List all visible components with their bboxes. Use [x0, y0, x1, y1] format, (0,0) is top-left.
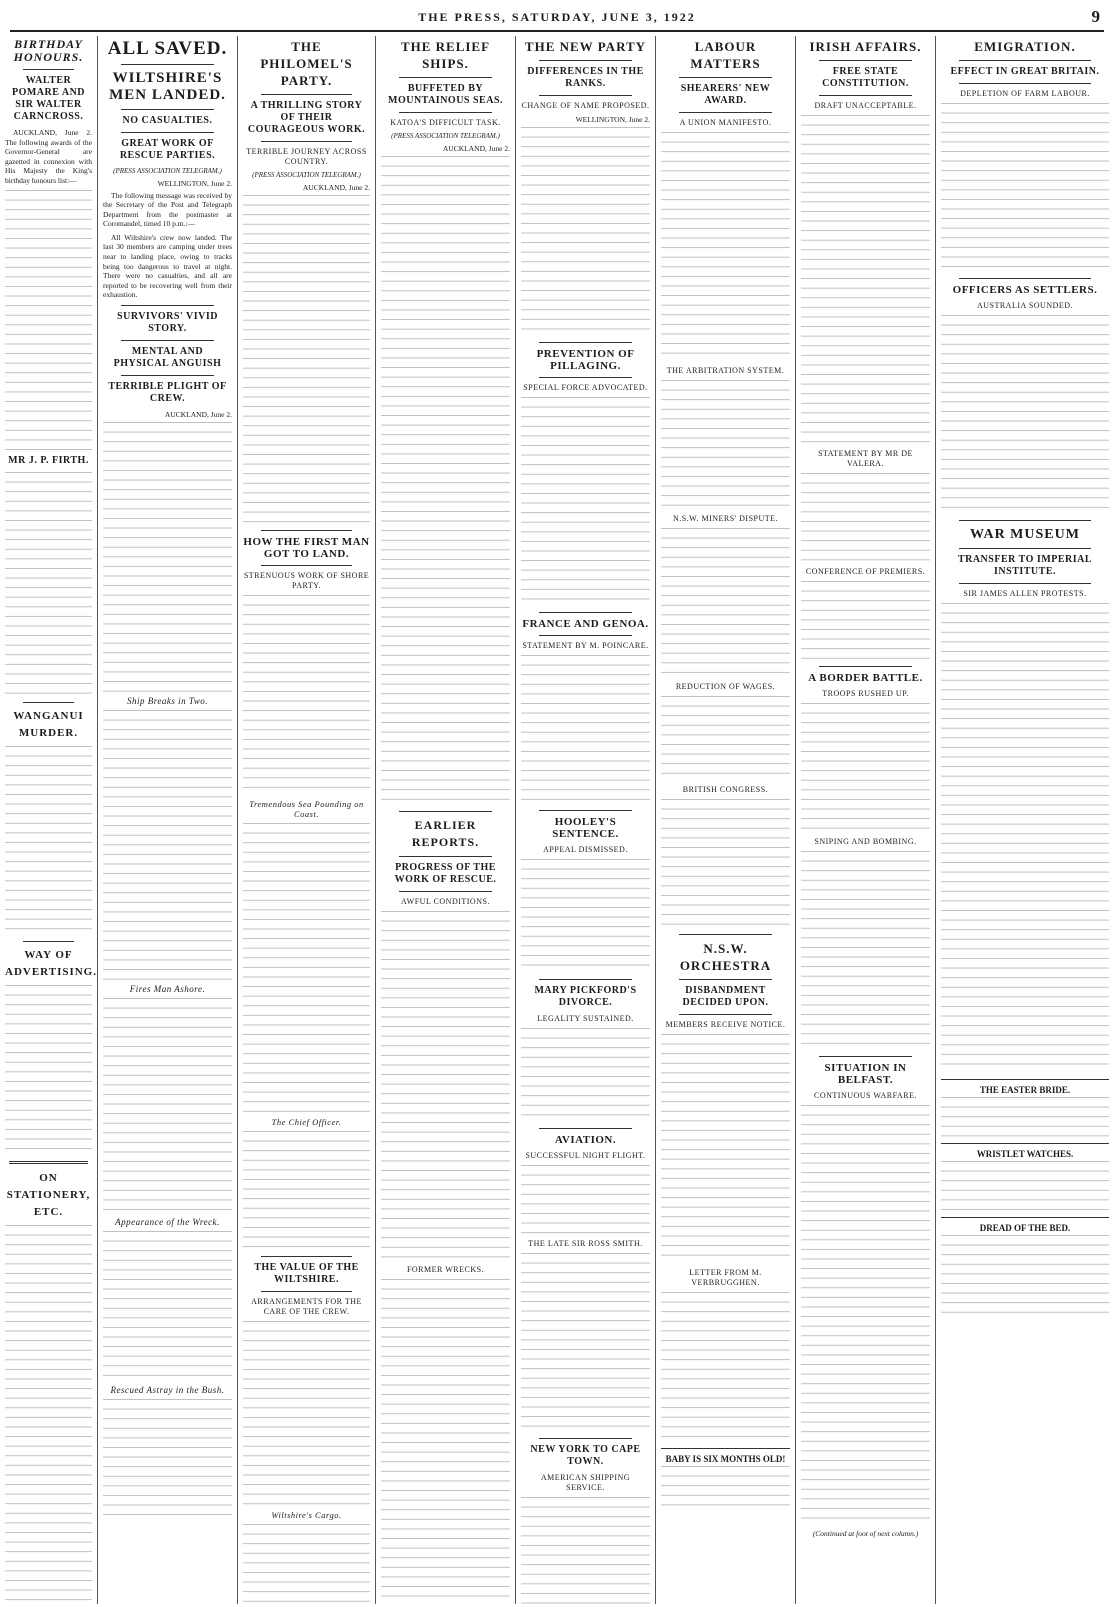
dateline: AUCKLAND, June 2. — [442, 144, 510, 153]
labour-heading: LABOUR MATTERS — [690, 39, 761, 71]
firth-subhead: MR J. P. FIRTH. — [8, 454, 89, 466]
continued-note: (Continued at foot of next column.) — [812, 1529, 919, 1538]
value-wiltshire-heading: THE VALUE OF THE WILTSHIRE. — [254, 1261, 359, 1285]
arrangements-text — [243, 1321, 370, 1506]
new-york-heading: NEW YORK TO CAPE TOWN. — [530, 1443, 641, 1467]
birthday-honours-heading: BIRTHDAY HONOURS. — [13, 37, 84, 64]
warfare-heading: CONTINUOUS WARFARE. — [814, 1091, 917, 1100]
hooley-text — [521, 859, 650, 974]
chief-officer-heading: The Chief Officer. — [271, 1116, 342, 1127]
journey-heading: TERRIBLE JOURNEY ACROSS COUNTRY. — [246, 147, 367, 166]
column-irish-affairs — [796, 36, 936, 1604]
transfer-heading: TRANSFER TO IMPERIAL INSTITUTE. — [957, 554, 1093, 577]
belfast-heading: SITUATION IN BELFAST. — [824, 1062, 907, 1086]
divider — [819, 95, 912, 96]
france-genoa-heading: FRANCE AND GENOA. — [522, 617, 649, 630]
divider — [959, 60, 1091, 61]
members-notice-heading: MEMBERS RECEIVE NOTICE. — [665, 1020, 786, 1029]
column-relief-ships — [376, 36, 516, 1604]
divider — [539, 60, 632, 61]
divider — [959, 83, 1091, 84]
terrible-plight-heading: TERRIBLE PLIGHT OF CREW. — [108, 381, 227, 405]
divider — [399, 891, 492, 892]
message-paragraph: The following message was received by the Secretary of the Post and Telegraph Department from the postmaster at Coromandel, timed 10 p.m.:— — [103, 190, 232, 229]
progress-heading: PROGRESS OF THE WORK OF RESCUE. — [394, 861, 497, 885]
ship-breaks-heading: Ship Breaks in Two. — [127, 695, 208, 706]
dread-bed-title: DREAD OF THE BED. — [979, 1223, 1071, 1233]
former-wrecks-text — [381, 1279, 510, 1599]
australia-heading: AUSTRALIA SOUNDED. — [976, 301, 1074, 310]
divider — [959, 583, 1091, 584]
appearance-heading: Appearance of the Wreck. — [115, 1216, 220, 1227]
divider — [539, 979, 632, 980]
no-casualties-heading: NO CASUALTIES. — [122, 115, 213, 126]
arbitration-text — [661, 380, 790, 510]
newspaper-title: THE PRESS, SATURDAY, JUNE 3, 1922 — [418, 10, 696, 24]
wiltshire-men-heading: WILTSHIRE'S MEN LANDED. — [109, 70, 226, 103]
buffeted-heading: BUFFETED BY MOUNTAINOUS SEAS. — [388, 83, 503, 106]
divider — [679, 77, 772, 78]
former-wrecks-heading: FORMER WRECKS. — [406, 1264, 485, 1274]
arrangements-heading: ARRANGEMENTS FOR THE CARE OF THE CREW. — [251, 1296, 362, 1316]
baby-ad-text — [661, 1466, 790, 1506]
premiers-heading: CONFERENCE OF PREMIERS. — [805, 567, 926, 576]
dateline: WELLINGTON, June 2. — [157, 179, 232, 188]
verbrugghen-heading: LETTER FROM M. VERBRUGGHEN. — [689, 1268, 762, 1287]
divider — [121, 132, 214, 133]
divider — [23, 941, 74, 942]
masthead — [10, 4, 1104, 32]
honours-text — [5, 190, 92, 450]
divider — [9, 1161, 88, 1164]
dateline: WELLINGTON, June 2. — [575, 115, 650, 124]
divider — [261, 530, 352, 531]
press-association-credit: (PRESS ASSOCIATION TELEGRAM.) — [391, 132, 500, 140]
sea-pounding-heading: Tremendous Sea Pounding on Coast. — [249, 798, 364, 819]
divider — [261, 1256, 352, 1257]
fires-text — [103, 998, 232, 1213]
poincare-heading: STATEMENT BY M. POINCARE. — [522, 640, 649, 650]
relief-ships-heading: THE RELIEF SHIPS. — [400, 39, 491, 71]
divider — [539, 377, 632, 378]
awful-conditions-heading: AWFUL CONDITIONS. — [401, 896, 490, 906]
appearance-text — [103, 1231, 232, 1381]
dateline: AUCKLAND, June 2. — [302, 183, 370, 192]
appeal-heading: APPEAL DISMISSED. — [543, 844, 628, 854]
rescued-text — [103, 1399, 232, 1519]
divider — [121, 305, 214, 306]
divider — [261, 1291, 352, 1292]
katoa-heading: KATOA'S DIFFICULT TASK. — [390, 118, 501, 127]
miners-text — [661, 528, 790, 678]
column-all-saved — [98, 36, 238, 1604]
depletion-heading: DEPLETION OF FARM LABOUR. — [960, 89, 1090, 98]
rescued-heading: Rescued Astray in the Bush. — [110, 1384, 225, 1395]
orchestra-heading: N.S.W. ORCHESTRA — [679, 941, 772, 973]
ross-smith-text — [521, 1253, 650, 1433]
sea-pounding-text — [243, 823, 370, 1113]
cargo-heading: Wiltshire's Cargo. — [271, 1509, 342, 1520]
aviation-heading: AVIATION. — [554, 1133, 617, 1146]
differences-heading: DIFFERENCES IN THE RANKS. — [527, 66, 644, 89]
legality-heading: LEGALITY SUSTAINED. — [537, 1013, 634, 1023]
shipping-service-heading: AMERICAN SHIPPING SERVICE. — [540, 1472, 631, 1492]
divider — [819, 60, 912, 61]
divider — [819, 1056, 912, 1057]
ship-breaks-text — [103, 710, 232, 980]
de-valera-text — [801, 473, 930, 563]
pillaging-heading: PREVENTION OF PILLAGING. — [536, 347, 635, 372]
arbitration-heading: THE ARBITRATION SYSTEM. — [666, 366, 785, 375]
change-name-heading: CHANGE OF NAME PROPOSED. — [521, 101, 650, 110]
earlier-reports-text — [381, 911, 510, 1261]
divider — [121, 340, 214, 341]
advertising-heading: WAY OF ADVERTISING. — [5, 948, 97, 978]
column-philomel — [238, 36, 376, 1604]
ross-smith-heading: THE LATE SIR ROSS SMITH. — [528, 1238, 643, 1248]
divider — [261, 94, 352, 95]
divider — [539, 95, 632, 96]
firth-text — [5, 472, 92, 697]
war-museum-heading: WAR MUSEUM — [970, 527, 1080, 542]
press-association-credit: (PRESS ASSOCIATION TELEGRAM.) — [252, 171, 361, 179]
shore-party-text — [243, 595, 370, 795]
anguish-heading: MENTAL AND PHYSICAL ANGUISH — [113, 346, 222, 370]
divider — [23, 702, 74, 703]
troops-heading: TROOPS RUSHED UP. — [822, 689, 909, 698]
dread-bed-advertisement — [941, 1217, 1109, 1315]
wristlet-title: WRISTLET WATCHES. — [976, 1149, 1074, 1159]
settlers-text — [941, 315, 1109, 515]
philomel-text — [243, 195, 370, 525]
divider — [539, 1438, 632, 1439]
belfast-text — [801, 1105, 930, 1525]
congress-text — [661, 799, 790, 929]
manifesto-heading: A UNION MANIFESTO. — [679, 118, 772, 127]
fires-heading: Fires Man Ashore. — [129, 983, 206, 994]
disbandment-heading: DISBANDMENT DECIDED UPON. — [682, 985, 769, 1008]
divider — [23, 69, 74, 70]
manifesto-text — [661, 132, 790, 362]
border-battle-text — [801, 703, 930, 833]
poincare-text — [521, 655, 650, 805]
war-museum-text — [941, 603, 1109, 1073]
cargo-text — [243, 1524, 370, 1605]
divider — [679, 1014, 772, 1015]
border-battle-heading: A BORDER BATTLE. — [808, 672, 923, 684]
wristlet-text — [941, 1161, 1109, 1211]
divider — [679, 112, 772, 113]
baby-advertisement — [661, 1448, 790, 1506]
divider — [539, 1128, 632, 1129]
column-emigration — [936, 36, 1114, 1604]
emigration-heading: EMIGRATION. — [974, 39, 1076, 54]
shore-party-heading: STRENUOUS WORK OF SHORE PARTY. — [243, 570, 370, 590]
divider — [539, 342, 632, 343]
congress-heading: BRITISH CONGRESS. — [682, 785, 769, 794]
divider — [121, 64, 214, 65]
easter-bride-title: THE EASTER BRIDE. — [979, 1085, 1071, 1095]
premiers-text — [801, 581, 930, 661]
night-flight-heading: SUCCESSFUL NIGHT FLIGHT. — [525, 1150, 646, 1160]
first-man-heading: HOW THE FIRST MAN GOT TO LAND. — [243, 535, 370, 560]
dateline: AUCKLAND, June 2. — [164, 410, 232, 420]
divider — [539, 810, 632, 811]
settlers-heading: OFFICERS AS SETTLERS. — [952, 284, 1098, 296]
shearers-heading: SHEARERS' NEW AWARD. — [680, 83, 771, 106]
sniping-heading: SNIPING AND BOMBING. — [814, 837, 917, 846]
divider — [679, 979, 772, 980]
divider — [399, 811, 492, 812]
free-state-heading: FREE STATE CONSTITUTION. — [822, 66, 909, 89]
column-new-party — [516, 36, 656, 1604]
allen-protests-heading: SIR JAMES ALLEN PROTESTS. — [963, 589, 1087, 598]
divider — [539, 612, 632, 613]
new-york-text — [521, 1497, 650, 1605]
easter-bride-advertisement — [941, 1079, 1109, 1137]
relief-ships-text — [381, 156, 510, 806]
dread-bed-text — [941, 1235, 1109, 1315]
hooley-heading: HOOLEY'S SENTENCE. — [552, 815, 619, 840]
de-valera-heading: STATEMENT BY MR DE VALERA. — [818, 449, 913, 468]
honours-subhead: WALTER POMARE AND SIR WALTER CARNCROSS. — [11, 75, 86, 122]
vivid-story-heading: SURVIVORS' VIVID STORY. — [117, 311, 218, 335]
sniping-text — [801, 851, 930, 1051]
divider — [959, 520, 1091, 521]
all-saved-heading: ALL SAVED. — [107, 38, 228, 59]
divider — [121, 109, 214, 110]
new-party-heading: THE NEW PARTY — [524, 39, 647, 54]
plight-text — [103, 422, 232, 692]
pickford-heading: MARY PICKFORD'S DIVORCE. — [534, 984, 637, 1008]
divider — [399, 112, 492, 113]
draft-heading: DRAFT UNACCEPTABLE. — [814, 101, 917, 110]
divider — [121, 375, 214, 376]
divider — [399, 77, 492, 78]
verbrugghen-text — [661, 1292, 790, 1442]
divider — [399, 856, 492, 857]
miners-heading: N.S.W. MINERS' DISPUTE. — [672, 514, 779, 523]
page-number: 9 — [1091, 7, 1100, 26]
emigration-text — [941, 103, 1109, 273]
wanganui-heading: WANGANUI MURDER. — [13, 709, 84, 739]
press-association-credit: (PRESS ASSOCIATION TELEGRAM.) — [113, 167, 222, 175]
divider — [261, 141, 352, 142]
stationery-text — [5, 1225, 92, 1604]
easter-bride-text — [941, 1097, 1109, 1137]
honours-body: AUCKLAND, June 2. The following awards of the Governor-General are gazetted in connexion with His Majesty the King's birthday honours list:— — [5, 128, 92, 185]
column-labour — [656, 36, 796, 1604]
special-force-heading: SPECIAL FORCE ADVOCATED. — [523, 382, 648, 392]
wanganui-text — [5, 746, 92, 936]
chief-officer-text — [243, 1131, 370, 1251]
new-party-text — [521, 127, 650, 337]
divider — [679, 934, 772, 935]
columns — [0, 36, 1114, 1604]
rescue-parties-heading: GREAT WORK OF RESCUE PARTIES. — [119, 138, 216, 161]
baby-ad-title: BABY IS SIX MONTHS OLD! — [665, 1454, 786, 1464]
pillaging-text — [521, 397, 650, 607]
philomel-heading: THE PHILOMEL'S PARTY. — [260, 39, 353, 88]
irish-affairs-heading: IRISH AFFAIRS. — [809, 39, 922, 54]
divider — [539, 635, 632, 636]
divider — [959, 548, 1091, 549]
wages-heading: REDUCTION OF WAGES. — [675, 682, 776, 691]
effect-heading: EFFECT IN GREAT BRITAIN. — [950, 66, 1100, 77]
earlier-reports-heading: EARLIER REPORTS. — [411, 817, 480, 849]
column-birthday-honours — [0, 36, 98, 1604]
orchestra-text — [661, 1034, 790, 1264]
wages-text — [661, 696, 790, 781]
free-state-text — [801, 115, 930, 445]
divider — [819, 666, 912, 667]
pickford-text — [521, 1028, 650, 1123]
wristlet-advertisement — [941, 1143, 1109, 1211]
advertising-text — [5, 985, 92, 1155]
stationery-heading: ON STATIONERY, ETC. — [6, 1171, 91, 1218]
thrilling-story-heading: A THRILLING STORY OF THEIR COURAGEOUS WORK. — [247, 100, 366, 135]
crew-landed-paragraph: All Wiltshire's crew now landed. The last 30 members are camping under trees near to landing place, owing to tracks being too dangerous to travel at night. There were no casualties, and all are reported to be recovering well from their exhaustion. — [103, 232, 232, 300]
aviation-text — [521, 1165, 650, 1235]
divider — [261, 565, 352, 566]
divider — [959, 278, 1091, 279]
